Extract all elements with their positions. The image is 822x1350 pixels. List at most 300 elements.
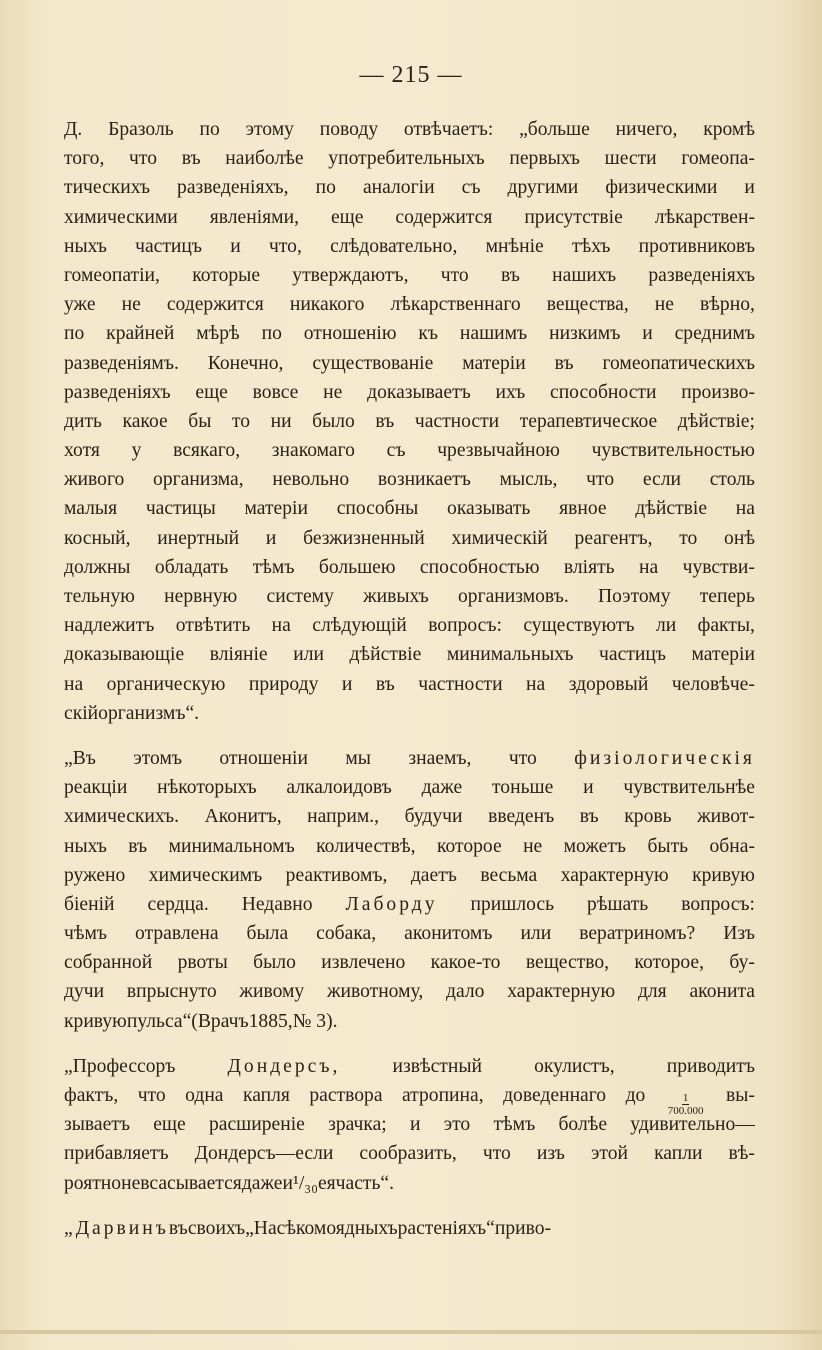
word: организмовъ. (457, 586, 569, 607)
text-line (64, 1081, 755, 1117)
word: было (312, 410, 355, 432)
text-line (64, 1007, 755, 1036)
word: не (654, 294, 674, 316)
text-line (64, 919, 755, 948)
word: частности (414, 410, 500, 432)
word: Дондерсъ—если (194, 1143, 334, 1165)
word: капля (242, 1085, 290, 1106)
word: присутствіе (524, 206, 623, 228)
word: характерную (507, 981, 616, 1003)
word: тоньше (492, 777, 554, 799)
word: чувствительностью (591, 440, 755, 462)
word: нашихъ (552, 264, 617, 286)
word: шести (604, 148, 657, 170)
paragraph (64, 1052, 755, 1198)
word: химическій (451, 527, 548, 549)
word: тѣмъ (493, 1114, 536, 1136)
word: сердца. (147, 893, 209, 915)
word: разведеніяхъ (64, 381, 171, 403)
word: и (230, 235, 241, 257)
word: способностью (419, 556, 540, 578)
text-line (64, 890, 755, 919)
word: обладать (154, 556, 229, 578)
word: быть (647, 835, 689, 857)
paragraph-gap (64, 1036, 755, 1052)
word: косный, (64, 527, 131, 549)
word: вліяніе (209, 644, 268, 666)
word: Дондерсъ, (227, 1055, 341, 1077)
word: которое (436, 835, 502, 857)
word: гомеопатическихъ (602, 352, 755, 374)
word: организма, (153, 469, 244, 491)
word: на (271, 615, 291, 637)
word: наприм., (307, 806, 380, 828)
word: теперь (699, 586, 755, 607)
word: что (129, 148, 158, 170)
word: съ (461, 177, 481, 199)
word: невольно (272, 469, 350, 491)
word: (Врачъ (191, 1010, 249, 1032)
word: здоровый (568, 673, 649, 695)
paragraph (64, 1214, 755, 1243)
word: и (744, 177, 755, 199)
word: въ (181, 148, 201, 170)
word: частицъ (599, 644, 666, 666)
word: оказывать (447, 498, 531, 520)
word: извлечено (321, 952, 406, 974)
word: будучи (404, 806, 463, 828)
word: что, (269, 235, 302, 257)
word: частицы (145, 498, 216, 520)
word: аконитомъ (404, 923, 493, 945)
word: вовсе (252, 381, 299, 403)
word: дучи (64, 981, 105, 1003)
word: лѣкарствен- (654, 206, 755, 228)
word: химическимъ (148, 864, 263, 886)
word: впрыснуто (126, 981, 217, 1003)
word: своихъ (187, 1217, 246, 1239)
word: въ (375, 410, 395, 432)
word: и (265, 527, 277, 549)
text-line (64, 261, 755, 290)
paragraph-gap (64, 728, 755, 744)
word: извѣстный (392, 1055, 482, 1077)
word: для (637, 981, 667, 1003)
word: низкимъ (549, 323, 621, 345)
word: приво- (494, 1217, 552, 1239)
text-line (64, 1139, 755, 1168)
word: чѣмъ (64, 923, 108, 945)
text-line (64, 407, 755, 436)
text-line (64, 349, 755, 378)
word: зываетъ (64, 1114, 130, 1136)
word: мысль, (499, 469, 558, 491)
word: слѣдующій (312, 615, 407, 637)
word: организмъ“. (98, 702, 200, 724)
word: физическими (605, 177, 718, 199)
word: роятно (64, 1172, 122, 1194)
word: поводу (319, 119, 379, 140)
word: расширеніе (208, 1114, 305, 1136)
word: „Насѣкомоядныхъ (245, 1217, 398, 1239)
word: минимальномъ (168, 835, 295, 857)
word: сообразить, (359, 1143, 457, 1165)
word: чувстви- (682, 556, 755, 578)
word: химическими (64, 206, 178, 228)
text-line (64, 832, 755, 861)
word: аналогіи (362, 177, 435, 199)
word: кровь (624, 806, 672, 828)
word: рвоты (177, 952, 228, 974)
word: по (64, 323, 85, 345)
word: въ (168, 1217, 188, 1239)
word: нашимъ (459, 323, 528, 345)
word: обна- (709, 835, 755, 857)
word: надлежитъ (64, 615, 155, 637)
word: Бразоль (108, 119, 174, 140)
word: минимальныхъ (446, 644, 574, 666)
word: вопросъ: (428, 615, 502, 637)
word: тельную (64, 586, 135, 607)
word: гомеопа- (681, 148, 755, 170)
word: не (121, 1172, 141, 1194)
word: вещество, (525, 952, 610, 974)
word: съ (386, 440, 406, 462)
word: Д. (64, 119, 83, 140)
text-line (64, 670, 755, 699)
word: мы (345, 747, 371, 769)
word: употребительныхъ (328, 148, 485, 170)
text-line (64, 524, 755, 553)
word: весьма (480, 864, 538, 886)
word: одна (185, 1085, 224, 1106)
word: живот- (697, 806, 755, 828)
word: онѣ (724, 527, 755, 549)
text-line (64, 977, 755, 1006)
word: способны (336, 498, 419, 520)
word: или (293, 644, 324, 666)
text-line (64, 744, 755, 773)
word: лѣкарственнаго (390, 294, 521, 316)
word: ея (317, 1172, 336, 1194)
word: Изъ (723, 923, 755, 945)
word: кривую (64, 1010, 127, 1032)
word: вы- (726, 1085, 755, 1106)
word: введенъ (488, 806, 555, 828)
word: собака, (316, 923, 377, 945)
body-text (64, 115, 755, 1243)
word: Лаборду (345, 893, 438, 915)
word: Поэтому (597, 586, 671, 607)
word: „больше (519, 119, 590, 140)
word: явленіями, (209, 206, 299, 228)
text-line (64, 1214, 755, 1243)
word: этому (245, 119, 294, 140)
word: животному, (326, 981, 424, 1003)
word: что (586, 469, 615, 491)
word: то (231, 410, 251, 432)
word: какое (122, 410, 168, 432)
word: если (642, 469, 682, 491)
word: явное (559, 498, 607, 520)
word: кривую (692, 864, 755, 886)
word: мѣрѣ (196, 323, 240, 345)
word: вопросъ: (681, 893, 755, 915)
word: отвѣчаетъ: (403, 119, 494, 140)
word: нѣкоторыхъ (157, 777, 257, 799)
word: факты, (697, 615, 755, 637)
word: въ (128, 835, 148, 857)
word: ныхъ (64, 235, 107, 257)
paragraph (64, 744, 755, 1036)
word: раствора (309, 1085, 383, 1106)
text-line (64, 802, 755, 831)
word: фактъ, (64, 1085, 119, 1106)
word: природу (248, 673, 319, 695)
word: гомеопатіи, (64, 264, 160, 286)
word: не (523, 835, 543, 857)
word: до (625, 1085, 646, 1106)
word: Недавно (241, 893, 313, 915)
word: первыхъ (509, 148, 580, 170)
word: столь (709, 469, 755, 491)
word: разведеніяхъ, (177, 177, 289, 199)
word: отвѣтить (175, 615, 251, 637)
word: была (246, 923, 289, 945)
word: другими (507, 177, 579, 199)
text-line (64, 861, 755, 890)
word: существуютъ (523, 615, 635, 637)
word: ¹/₃₀ (292, 1172, 318, 1194)
word: рѣшать (587, 893, 649, 915)
word: на (64, 673, 84, 695)
word: матеріи (244, 498, 308, 520)
word: терапевтическое (519, 410, 658, 432)
word: тѣхъ (572, 235, 611, 257)
word: у (131, 440, 142, 462)
word: въ (375, 673, 395, 695)
word: нервную (164, 586, 238, 607)
text-line (64, 290, 755, 319)
word: живого (64, 469, 125, 491)
text-line (64, 465, 755, 494)
word: по (261, 323, 282, 345)
word: ихъ (495, 381, 526, 403)
word: ли (655, 615, 677, 637)
word: ныхъ (64, 835, 107, 857)
word: живыхъ (363, 586, 429, 607)
word: должны (64, 556, 131, 578)
word: хотя (64, 440, 100, 462)
word: дѣйствіе (349, 644, 422, 666)
word: то (679, 527, 698, 549)
word: вещества, (546, 294, 629, 316)
word: вератриномъ? (579, 923, 696, 945)
word: частицъ (135, 235, 203, 257)
text-line (64, 436, 755, 465)
word: отношеніи (219, 747, 308, 769)
word: того, (64, 148, 105, 170)
word: бы (188, 410, 212, 432)
text-line (64, 773, 755, 802)
word: этой (591, 1143, 628, 1165)
word: даетъ (410, 864, 457, 886)
word: что (137, 1085, 166, 1106)
word: содержится (395, 206, 493, 228)
text-line (64, 319, 755, 348)
word: реагентъ, (574, 527, 653, 549)
word: дить (64, 410, 102, 432)
word: по (199, 119, 220, 140)
word: „Въ (64, 747, 96, 769)
word: тическихъ (64, 177, 150, 199)
word: среднимъ (674, 323, 755, 345)
text-line (64, 115, 755, 144)
word: доведеннаго (503, 1085, 607, 1106)
word: тѣмъ (252, 556, 295, 578)
word: изъ (536, 1143, 565, 1165)
page-bottom-edge (0, 1330, 822, 1334)
word: скій (64, 702, 99, 724)
word: никакого (289, 294, 365, 316)
word: еще (330, 206, 364, 228)
word: въ (554, 352, 574, 374)
word: мнѣніе (485, 235, 544, 257)
word: существованіе (312, 352, 434, 374)
word: отношенію (303, 323, 397, 345)
text-line (64, 494, 755, 523)
word: вѣ- (728, 1143, 755, 1165)
word: аконита (689, 981, 755, 1003)
word: возникаетъ (377, 469, 471, 491)
word: физіологическія (574, 747, 755, 769)
word: къ (418, 323, 439, 345)
word: чувствительнѣе (623, 777, 755, 799)
word: прибавляетъ (64, 1143, 169, 1165)
text-line (64, 582, 755, 611)
word: 1885, (248, 1010, 293, 1032)
word: количествѣ, (316, 835, 416, 857)
word: удивительно— (630, 1114, 755, 1136)
word: противниковъ (638, 235, 755, 257)
word: Аконитъ, (204, 806, 282, 828)
word: дѣйствіе (635, 498, 708, 520)
text-line (64, 173, 755, 202)
word: ружено (64, 864, 126, 886)
word: пульса“ (126, 1010, 192, 1032)
word: крайней (106, 323, 175, 345)
word: или (520, 923, 552, 945)
word: на (639, 556, 659, 578)
text-line (64, 1169, 755, 1198)
word: можетъ (563, 835, 627, 857)
word: малыя (64, 498, 118, 520)
word: и (642, 323, 653, 345)
word: чрезвычайною (437, 440, 560, 462)
word: не (121, 294, 141, 316)
word: приводитъ (666, 1055, 755, 1077)
word: бу- (729, 952, 755, 974)
word: въ (500, 264, 520, 286)
word: вѣрно, (700, 294, 755, 316)
word: наиболѣе (225, 148, 304, 170)
word: пришлось (470, 893, 555, 915)
word: безжизненный (303, 527, 425, 549)
word: дѣйствіе; (677, 410, 755, 432)
word: на (735, 498, 755, 520)
text-line (64, 203, 755, 232)
text-line (64, 1052, 755, 1081)
fraction-numerator: 1 (682, 1092, 689, 1104)
word: въ (579, 806, 599, 828)
word: всасывается (140, 1172, 242, 1194)
paragraph-gap (64, 1198, 755, 1214)
text-line (64, 611, 755, 640)
word: біеній (64, 893, 115, 915)
word: № 3). (292, 1010, 338, 1032)
word: какое-то (430, 952, 501, 974)
word: алкалоидовъ (286, 777, 392, 799)
word: было (253, 952, 296, 974)
word: знаемъ, (408, 747, 472, 769)
word: и (341, 673, 353, 695)
text-line (64, 553, 755, 582)
text-line (64, 640, 755, 669)
word: которые (192, 264, 261, 286)
word: и (409, 1114, 421, 1136)
word: инертный (157, 527, 240, 549)
word: еще (195, 381, 228, 403)
word: матеріи (462, 352, 526, 374)
word: ни (270, 410, 292, 432)
word: частности (418, 673, 503, 695)
word: способности (550, 381, 657, 403)
word: всякаго, (173, 440, 241, 462)
word: которое, (634, 952, 705, 974)
paragraph (64, 115, 755, 728)
word: что (440, 264, 469, 286)
word: разведеніяхъ (648, 264, 755, 286)
word: растеніяхъ“ (397, 1217, 495, 1239)
word: большею (318, 556, 396, 578)
text-line (64, 699, 755, 728)
word: кромѣ (703, 119, 755, 140)
word: этомъ (133, 747, 182, 769)
word: реактивомъ, (285, 864, 388, 886)
word: органическую (106, 673, 226, 695)
text-line (64, 948, 755, 977)
word: Конечно, (207, 352, 284, 374)
word: на (526, 673, 546, 695)
word: зрачка; (328, 1114, 387, 1136)
word: слѣдовательно, (330, 235, 458, 257)
word: систему (266, 586, 334, 607)
word: доказывающіе (64, 644, 185, 666)
word: еще (153, 1114, 186, 1136)
word: отравлена (135, 923, 219, 945)
word: характерную (560, 864, 669, 886)
word: атропина, (401, 1085, 484, 1106)
text-line (64, 1110, 755, 1139)
word: что (482, 1143, 511, 1165)
word: часть“. (335, 1172, 395, 1194)
word: знакомаго (271, 440, 355, 462)
fraction-denominator: 700.000 (667, 1105, 704, 1117)
word: матеріи (691, 644, 755, 666)
word: и (583, 777, 594, 799)
word: химическихъ. (64, 806, 179, 828)
word: разведеніямъ. (64, 352, 179, 374)
